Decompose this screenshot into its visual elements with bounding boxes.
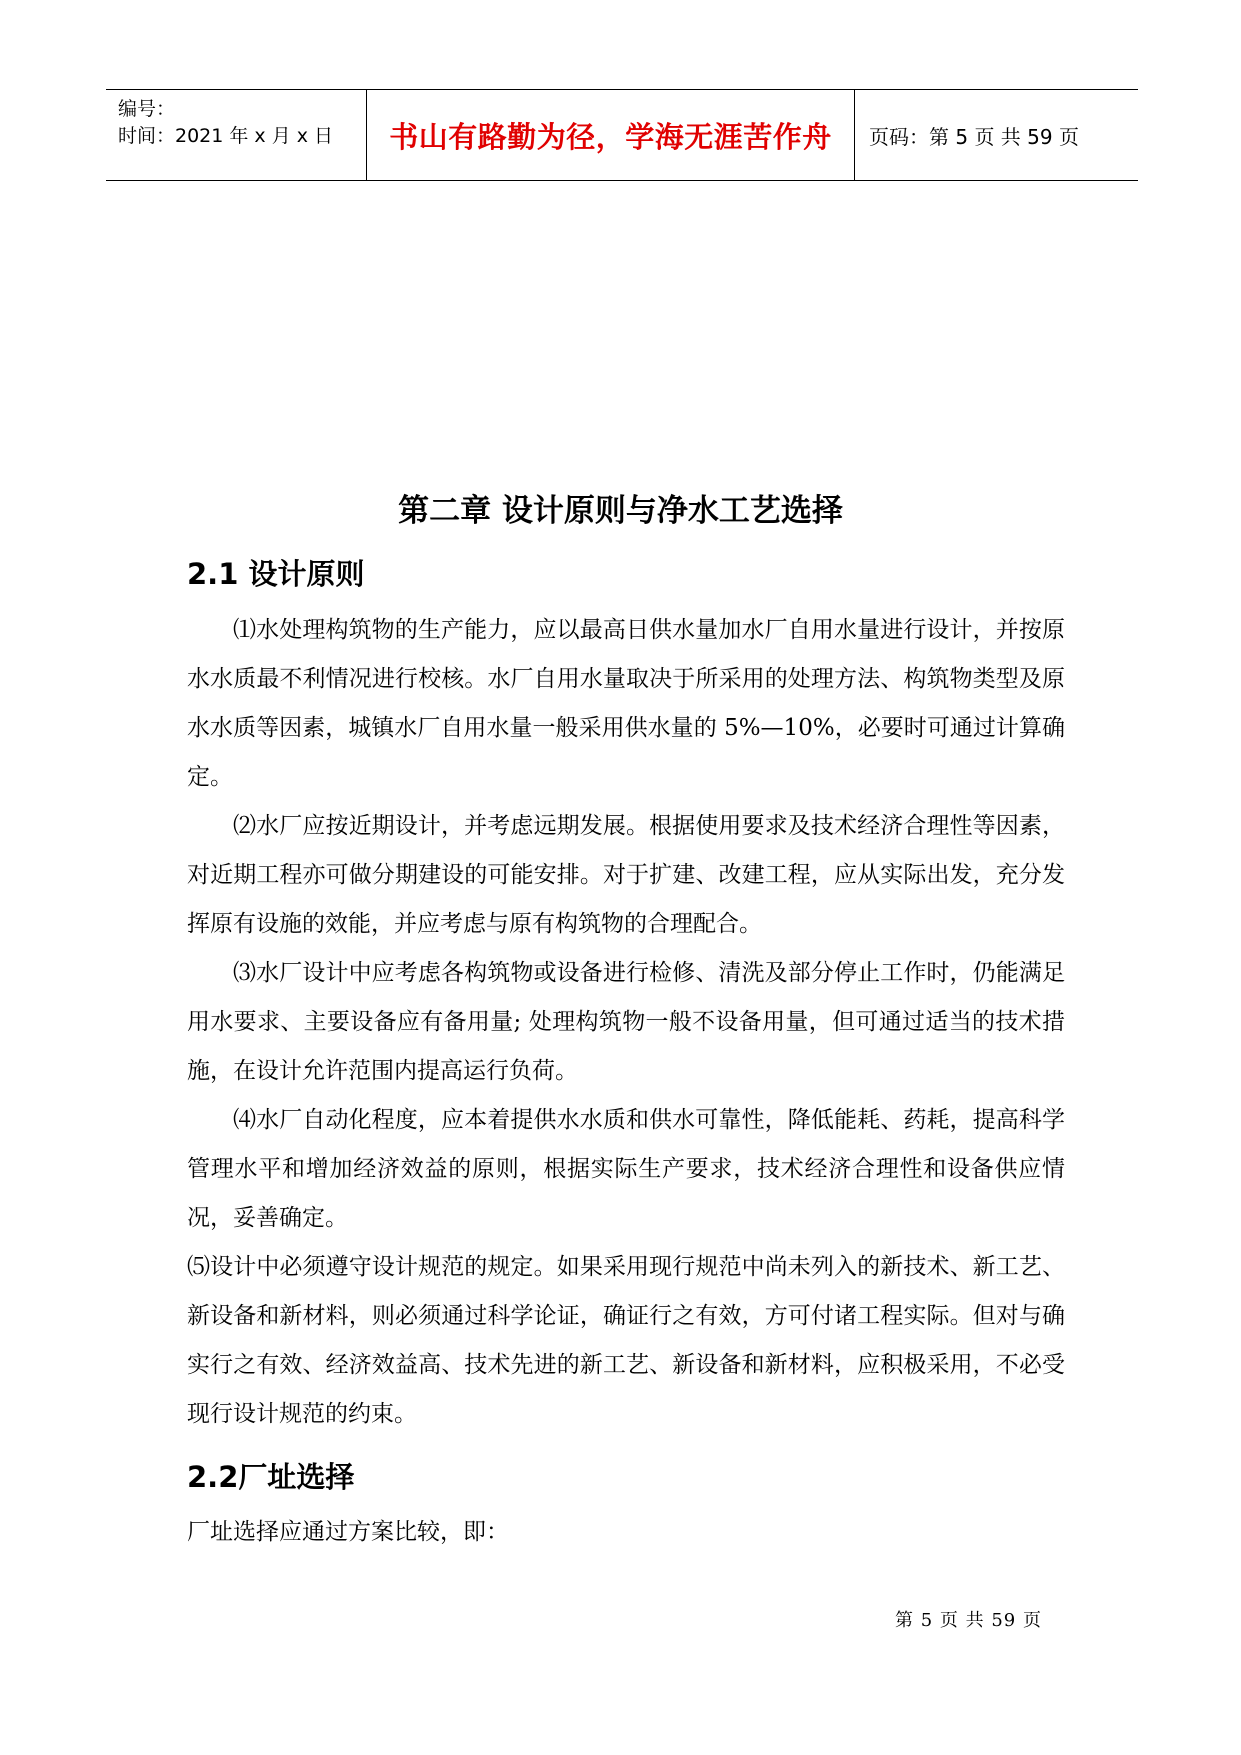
header-motto-cell	[367, 90, 855, 180]
motto: 书山有路勤为径，学海无涯苦作舟	[389, 119, 832, 154]
paragraph: 厂址选择应通过方案比较，即：	[187, 1519, 509, 1545]
header-table	[106, 89, 1138, 181]
paragraph: ⑶水厂设计中应考虑各构筑物或设备进行检修、清洗及部分停止工作时，仍能满足用水要求、主要设备应有备用量; 处理构筑物一般不设备用量，但可通过适当的技术措施，在设计允许范围内提高运行负荷。	[187, 960, 1065, 1084]
paragraph: ⑸设计中必须遵守设计规范的规定。如果采用现行规范中尚未列入的新技术、新工艺、新设备和新材料，则必须通过科学论证，确证行之有效，方可付诸工程实际。但对与确实行之有效、经济效益高、技术先进的新工艺、新设备和新材料，应积极采用，不必受现行设计规范的约束。	[187, 1254, 1065, 1427]
section-body-site-selection	[187, 1508, 1065, 1557]
section-body-design-principles	[187, 606, 1065, 1439]
paragraph: ⑵水厂应按近期设计，并考虑远期发展。根据使用要求及技术经济合理性等因素，对近期工程亦可做分期建设的可能安排。对于扩建、改建工程，应从实际出发，充分发挥原有设施的效能，并应考虑与原有构筑物的合理配合。	[187, 813, 1065, 937]
page-footer: 第 5 页 共 59 页	[895, 1610, 1042, 1631]
section-heading-site-selection: 2.2厂址选择	[187, 1460, 355, 1494]
page-info: 页码：第 5 页 共 59 页	[869, 124, 1079, 149]
serial-number-label: 编号：	[118, 98, 176, 120]
time-label: 时间：2021 年 x 月 x 日	[118, 125, 334, 147]
header-meta-cell	[106, 90, 367, 180]
paragraph: ⑴水处理构筑物的生产能力，应以最高日供水量加水厂自用水量进行设计，并按原水水质最不利情况进行校核。水厂自用水量取决于所采用的处理方法、构筑物类型及原水水质等因素，城镇水厂自用水量一般采用供水量的 5%—10%，必要时可通过计算确定。	[187, 617, 1065, 790]
paragraph: ⑷水厂自动化程度，应本着提供水水质和供水可靠性，降低能耗、药耗，提高科学管理水平和增加经济效益的原则，根据实际生产要求，技术经济合理性和设备供应情况，妥善确定。	[187, 1107, 1065, 1231]
chapter-title: 第二章 设计原则与净水工艺选择	[398, 493, 843, 529]
section-heading-design-principles: 2.1 设计原则	[187, 557, 365, 591]
header-page-cell	[855, 90, 1138, 180]
